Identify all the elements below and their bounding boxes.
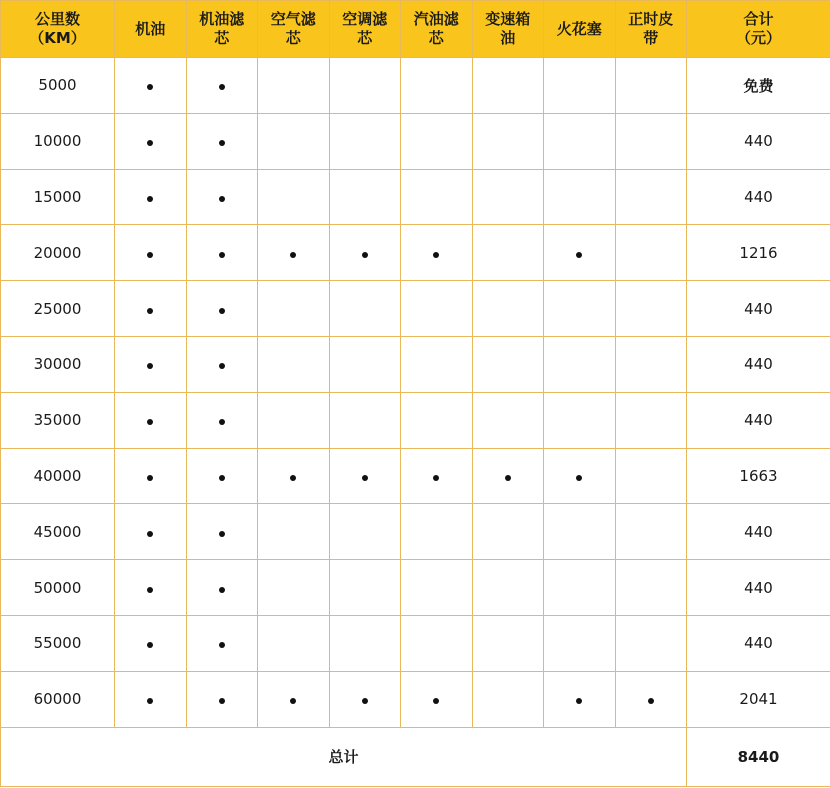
item-cell — [329, 560, 401, 616]
item-cell — [615, 58, 687, 114]
item-cell — [544, 225, 616, 281]
km-cell: 15000 — [1, 169, 115, 225]
table-row — [1, 448, 830, 504]
km-cell: 35000 — [1, 392, 115, 448]
row-total-cell: 440 — [687, 169, 830, 225]
item-cell — [472, 113, 544, 169]
item-cell — [472, 169, 544, 225]
item-cell — [401, 392, 473, 448]
bullet-icon — [433, 252, 439, 258]
item-cell — [329, 448, 401, 504]
item-cell — [401, 225, 473, 281]
item-cell — [472, 615, 544, 671]
bullet-icon — [290, 475, 296, 481]
footer-row — [1, 727, 830, 786]
item-cell — [115, 560, 187, 616]
item-cell — [615, 615, 687, 671]
item-cell — [258, 281, 330, 337]
item-cell — [544, 58, 616, 114]
item-cell — [401, 58, 473, 114]
item-cell — [401, 448, 473, 504]
item-cell — [401, 615, 473, 671]
bullet-icon — [147, 587, 153, 593]
bullet-icon — [290, 698, 296, 704]
bullet-icon — [219, 252, 225, 258]
km-cell: 10000 — [1, 113, 115, 169]
bullet-icon — [147, 252, 153, 258]
header-fuel-filter: 汽油滤 芯 — [401, 1, 473, 58]
bullet-icon — [362, 698, 368, 704]
row-total-cell: 1216 — [687, 225, 830, 281]
item-cell — [544, 615, 616, 671]
km-cell: 25000 — [1, 281, 115, 337]
bullet-icon — [290, 252, 296, 258]
item-cell — [472, 504, 544, 560]
table-row — [1, 336, 830, 392]
item-cell — [401, 281, 473, 337]
item-cell — [115, 281, 187, 337]
header-transmission-oil: 变速箱 油 — [472, 1, 544, 58]
item-cell — [329, 169, 401, 225]
item-cell — [115, 504, 187, 560]
item-cell — [615, 448, 687, 504]
bullet-icon — [219, 363, 225, 369]
km-cell: 60000 — [1, 671, 115, 727]
bullet-icon — [147, 698, 153, 704]
bullet-icon — [219, 140, 225, 146]
item-cell — [186, 671, 258, 727]
bullet-icon — [219, 475, 225, 481]
item-cell — [472, 392, 544, 448]
footer-label: 总计 — [1, 727, 687, 786]
km-cell: 55000 — [1, 615, 115, 671]
item-cell — [401, 560, 473, 616]
row-total-cell: 免费 — [687, 58, 830, 114]
row-total-cell: 440 — [687, 392, 830, 448]
km-cell: 20000 — [1, 225, 115, 281]
km-cell: 5000 — [1, 58, 115, 114]
item-cell — [544, 504, 616, 560]
table-row — [1, 281, 830, 337]
table-row — [1, 560, 830, 616]
item-cell — [115, 225, 187, 281]
item-cell — [544, 113, 616, 169]
item-cell — [329, 225, 401, 281]
bullet-icon — [362, 252, 368, 258]
item-cell — [258, 615, 330, 671]
item-cell — [472, 58, 544, 114]
item-cell — [186, 113, 258, 169]
item-cell — [186, 336, 258, 392]
item-cell — [472, 336, 544, 392]
table-row — [1, 504, 830, 560]
item-cell — [258, 113, 330, 169]
bullet-icon — [219, 587, 225, 593]
item-cell — [401, 113, 473, 169]
row-total-cell: 440 — [687, 113, 830, 169]
bullet-icon — [362, 475, 368, 481]
header-row — [1, 1, 830, 58]
item-cell — [472, 225, 544, 281]
header-spark-plug: 火花塞 — [544, 1, 616, 58]
item-cell — [258, 504, 330, 560]
bullet-icon — [576, 698, 582, 704]
km-cell: 50000 — [1, 560, 115, 616]
item-cell — [615, 392, 687, 448]
item-cell — [401, 169, 473, 225]
bullet-icon — [219, 698, 225, 704]
item-cell — [472, 560, 544, 616]
item-cell — [115, 671, 187, 727]
item-cell — [615, 336, 687, 392]
item-cell — [544, 392, 616, 448]
item-cell — [329, 336, 401, 392]
item-cell — [329, 58, 401, 114]
item-cell — [258, 560, 330, 616]
item-cell — [329, 615, 401, 671]
km-cell: 40000 — [1, 448, 115, 504]
km-cell: 45000 — [1, 504, 115, 560]
bullet-icon — [576, 475, 582, 481]
bullet-icon — [219, 419, 225, 425]
item-cell — [329, 281, 401, 337]
bullet-icon — [147, 531, 153, 537]
header-total: 合计 （元） — [687, 1, 830, 58]
item-cell — [615, 504, 687, 560]
item-cell — [186, 225, 258, 281]
header-engine-oil: 机油 — [115, 1, 187, 58]
bullet-icon — [433, 475, 439, 481]
item-cell — [544, 169, 616, 225]
item-cell — [329, 113, 401, 169]
header-timing-belt: 正时皮 带 — [615, 1, 687, 58]
item-cell — [329, 504, 401, 560]
bullet-icon — [648, 698, 654, 704]
item-cell — [258, 169, 330, 225]
item-cell — [186, 504, 258, 560]
item-cell — [544, 336, 616, 392]
item-cell — [186, 392, 258, 448]
table-row — [1, 671, 830, 727]
item-cell — [329, 392, 401, 448]
item-cell — [472, 448, 544, 504]
bullet-icon — [505, 475, 511, 481]
bullet-icon — [219, 531, 225, 537]
bullet-icon — [219, 642, 225, 648]
item-cell — [615, 169, 687, 225]
item-cell — [544, 671, 616, 727]
item-cell — [258, 448, 330, 504]
header-air-filter: 空气滤 芯 — [258, 1, 330, 58]
bullet-icon — [219, 308, 225, 314]
bullet-icon — [147, 84, 153, 90]
item-cell — [258, 392, 330, 448]
row-total-cell: 440 — [687, 504, 830, 560]
item-cell — [258, 225, 330, 281]
bullet-icon — [219, 196, 225, 202]
row-total-cell: 1663 — [687, 448, 830, 504]
row-total-cell: 440 — [687, 281, 830, 337]
km-cell: 30000 — [1, 336, 115, 392]
item-cell — [258, 336, 330, 392]
item-cell — [115, 169, 187, 225]
table-body — [1, 58, 830, 728]
item-cell — [186, 169, 258, 225]
item-cell — [186, 58, 258, 114]
item-cell — [615, 225, 687, 281]
table-row — [1, 169, 830, 225]
item-cell — [258, 58, 330, 114]
item-cell — [115, 392, 187, 448]
bullet-icon — [576, 252, 582, 258]
item-cell — [115, 113, 187, 169]
row-total-cell: 440 — [687, 560, 830, 616]
item-cell — [544, 448, 616, 504]
item-cell — [329, 671, 401, 727]
bullet-icon — [433, 698, 439, 704]
item-cell — [544, 560, 616, 616]
bullet-icon — [147, 363, 153, 369]
item-cell — [401, 504, 473, 560]
item-cell — [615, 671, 687, 727]
bullet-icon — [219, 84, 225, 90]
bullet-icon — [147, 475, 153, 481]
item-cell — [115, 336, 187, 392]
bullet-icon — [147, 642, 153, 648]
item-cell — [186, 448, 258, 504]
header-km: 公里数 （KM） — [1, 1, 115, 58]
item-cell — [115, 615, 187, 671]
header-oil-filter: 机油滤 芯 — [186, 1, 258, 58]
footer-total: 8440 — [687, 727, 830, 786]
item-cell — [258, 671, 330, 727]
item-cell — [472, 281, 544, 337]
item-cell — [615, 281, 687, 337]
item-cell — [615, 560, 687, 616]
row-total-cell: 440 — [687, 615, 830, 671]
item-cell — [401, 671, 473, 727]
item-cell — [401, 336, 473, 392]
item-cell — [186, 615, 258, 671]
item-cell — [544, 281, 616, 337]
row-total-cell: 2041 — [687, 671, 830, 727]
row-total-cell: 440 — [687, 336, 830, 392]
item-cell — [115, 58, 187, 114]
item-cell — [472, 671, 544, 727]
bullet-icon — [147, 308, 153, 314]
item-cell — [115, 448, 187, 504]
bullet-icon — [147, 140, 153, 146]
table-row — [1, 225, 830, 281]
table-row — [1, 58, 830, 114]
bullet-icon — [147, 419, 153, 425]
item-cell — [186, 281, 258, 337]
table-row — [1, 392, 830, 448]
item-cell — [186, 560, 258, 616]
bullet-icon — [147, 196, 153, 202]
item-cell — [615, 113, 687, 169]
table-row — [1, 615, 830, 671]
table-row — [1, 113, 830, 169]
header-cabin-filter: 空调滤 芯 — [329, 1, 401, 58]
